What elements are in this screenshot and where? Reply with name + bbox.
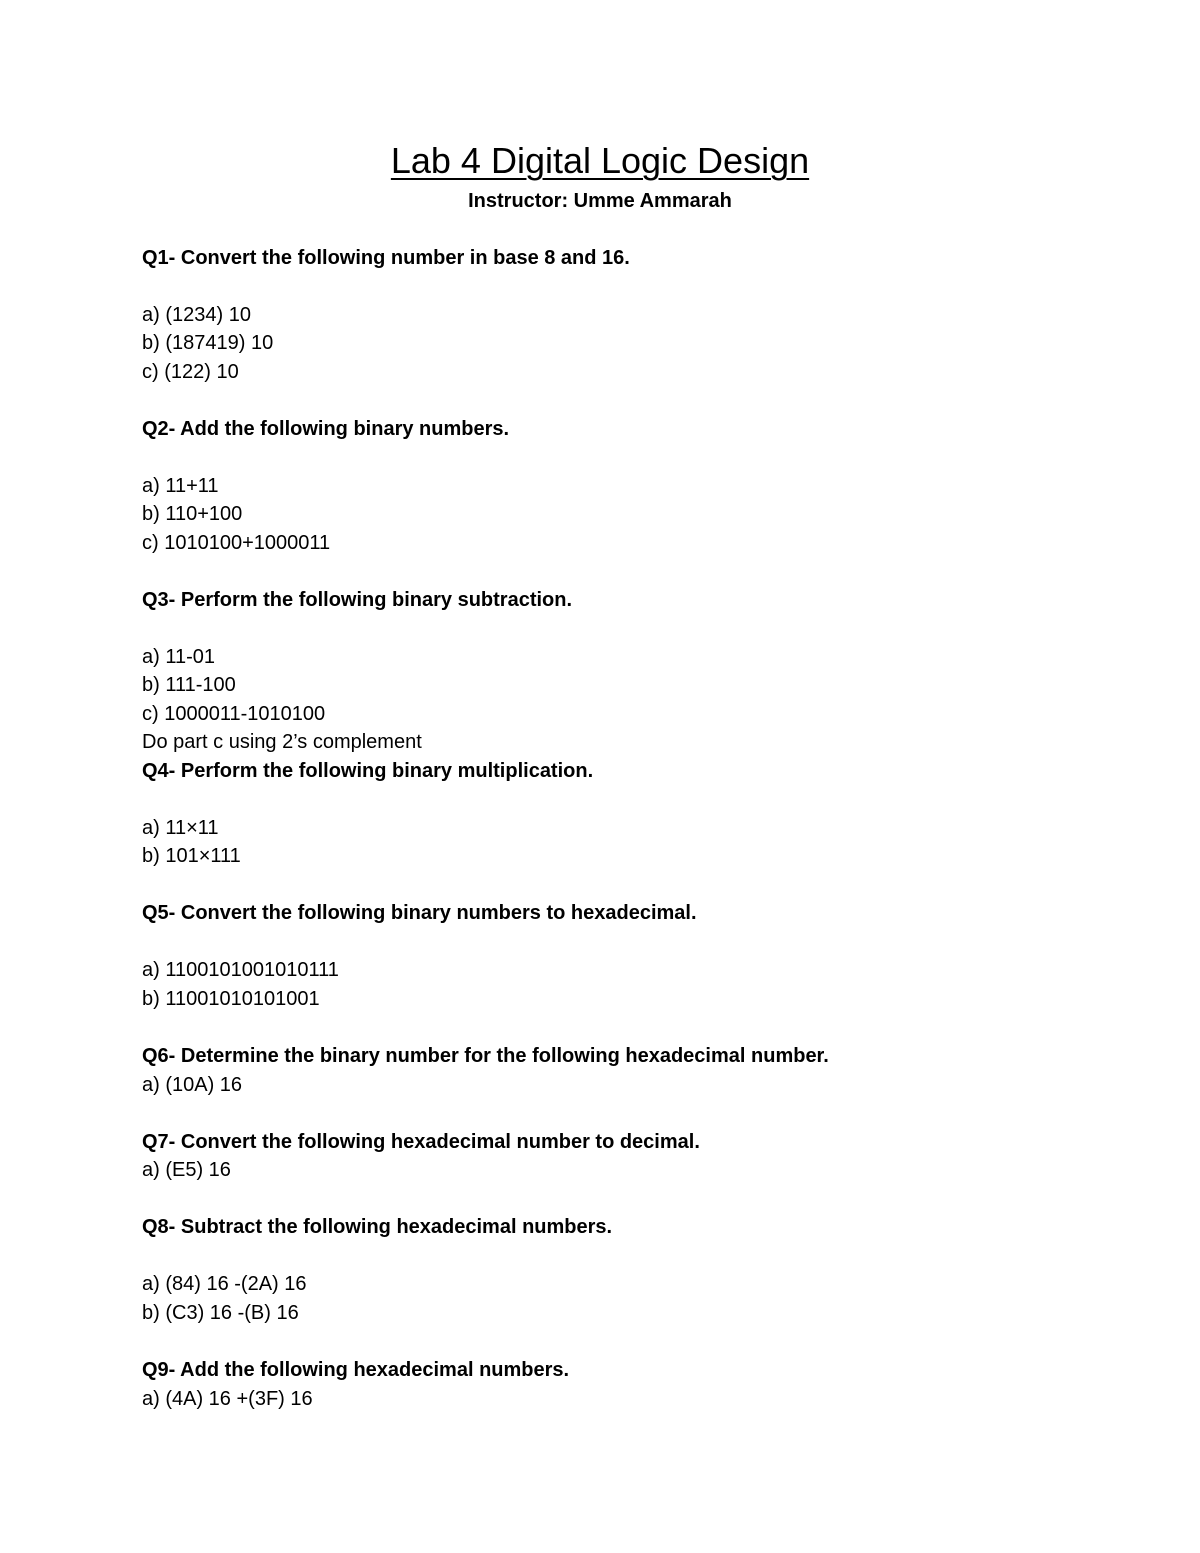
instructor-line: Instructor: Umme Ammarah bbox=[468, 190, 732, 212]
q5-heading: Q5- Convert the following binary numbers to hexadecimal. bbox=[142, 902, 697, 924]
q1-heading: Q1- Convert the following number in base 8 and 16. bbox=[142, 247, 630, 269]
q4-item-b: b) 101×111 bbox=[142, 845, 241, 867]
q5-item-b: b) 11001010101001 bbox=[142, 988, 320, 1010]
q9-heading: Q9- Add the following hexadecimal numbers. bbox=[142, 1359, 570, 1381]
q8-item-a: a) (84) 16 -(2A) 16 bbox=[142, 1273, 307, 1295]
q1-item-a: a) (1234) 10 bbox=[142, 304, 251, 326]
q4-item-a: a) 11×11 bbox=[142, 817, 219, 839]
document-title: Lab 4 Digital Logic Design bbox=[390, 140, 810, 181]
q1-item-c: c) (122) 10 bbox=[142, 361, 239, 383]
q3-note: Do part c using 2’s complement bbox=[142, 731, 422, 753]
q2-item-b: b) 110+100 bbox=[142, 503, 243, 525]
q3-item-b: b) 111-100 bbox=[142, 674, 236, 696]
q2-heading: Q2- Add the following binary numbers. bbox=[142, 418, 510, 440]
q4-heading: Q4- Perform the following binary multiplication. bbox=[142, 760, 594, 782]
q3-item-c: c) 1000011-1010100 bbox=[142, 703, 326, 725]
q9-item-a: a) (4A) 16 +(3F) 16 bbox=[142, 1388, 313, 1410]
q8-item-b: b) (C3) 16 -(B) 16 bbox=[142, 1302, 299, 1324]
q7-heading: Q7- Convert the following hexadecimal number to decimal. bbox=[142, 1131, 700, 1153]
q1-item-b: b) (187419) 10 bbox=[142, 332, 274, 354]
q6-item-a: a) (10A) 16 bbox=[142, 1074, 243, 1096]
q5-item-a: a) 1100101001010111 bbox=[142, 959, 339, 981]
q2-item-a: a) 11+11 bbox=[142, 475, 219, 497]
q6-heading: Q6- Determine the binary number for the following hexadecimal number. bbox=[142, 1045, 829, 1067]
q7-item-a: a) (E5) 16 bbox=[142, 1159, 231, 1181]
q3-heading: Q3- Perform the following binary subtraction. bbox=[142, 589, 573, 611]
q3-item-a: a) 11-01 bbox=[142, 646, 216, 668]
q2-item-c: c) 1010100+1000011 bbox=[142, 532, 331, 554]
q8-heading: Q8- Subtract the following hexadecimal numbers. bbox=[142, 1216, 613, 1238]
